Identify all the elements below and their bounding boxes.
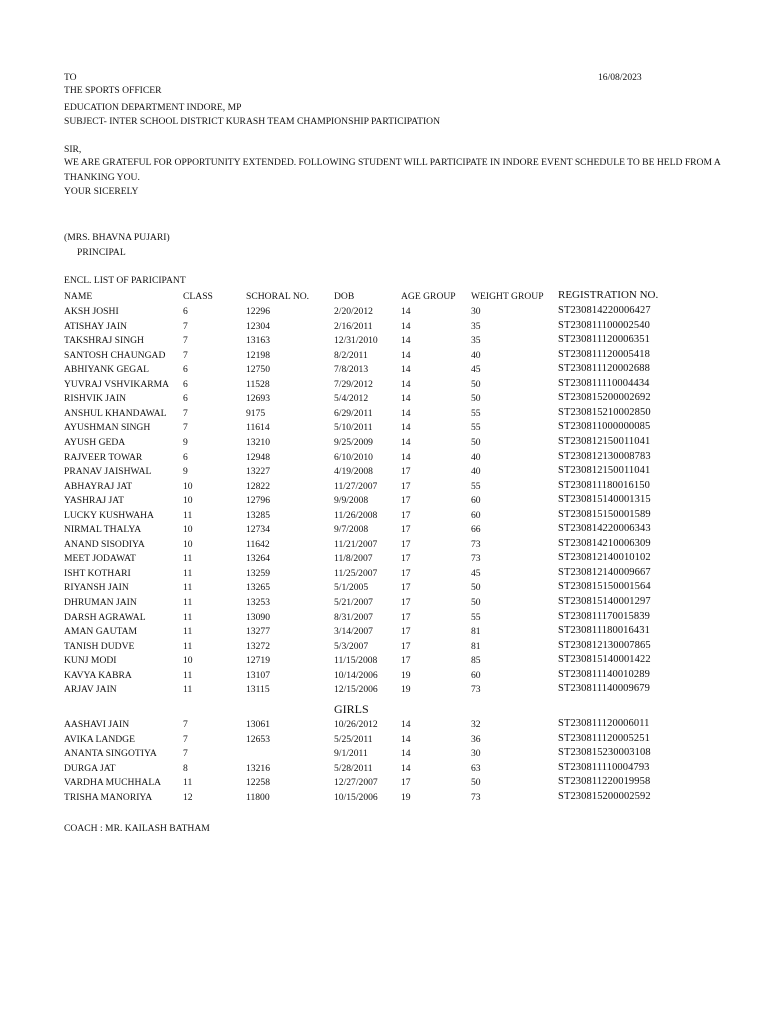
cell-scholar-no: 13272 (246, 640, 270, 652)
cell-registration-no: ST230812130007865 (558, 639, 651, 651)
cell-name: KUNJ MODI (64, 655, 117, 667)
cell-weight-group: 85 (471, 655, 481, 667)
cell-weight-group: 60 (471, 669, 481, 681)
cell-age-group: 17 (401, 777, 411, 788)
cell-age-group: 14 (401, 407, 411, 419)
cell-weight-group: 35 (471, 320, 481, 332)
cell-name: ARJAV JAIN (64, 684, 117, 696)
cell-class: 6 (183, 451, 188, 463)
cell-registration-no: ST230815140001297 (558, 596, 651, 607)
cell-dob: 8/31/2007 (334, 611, 373, 623)
recipient: THE SPORTS OFFICER (64, 85, 162, 96)
header-weight-group: WEIGHT GROUP (471, 291, 544, 302)
cell-dob: 10/15/2006 (334, 791, 378, 803)
cell-class: 7 (183, 733, 188, 745)
cell-age-group: 14 (401, 748, 411, 759)
cell-class: 9 (183, 436, 188, 448)
coach-line: COACH : MR. KAILASH BATHAM (64, 823, 210, 834)
cell-registration-no: ST230811180016150 (558, 479, 650, 491)
cell-age-group: 14 (401, 393, 411, 405)
cell-scholar-no: 13259 (246, 567, 270, 579)
cell-weight-group: 35 (471, 335, 481, 347)
cell-name: ABHAYRAJ JAT (64, 480, 133, 492)
cell-class: 7 (183, 320, 188, 332)
cell-age-group: 17 (401, 495, 411, 507)
cell-class: 6 (183, 393, 188, 405)
cell-weight-group: 32 (471, 719, 481, 730)
cell-name: ABHIYANK GEGAL (64, 364, 150, 376)
cell-class: 6 (183, 306, 188, 317)
cell-registration-no: ST230814210006309 (558, 537, 651, 549)
cell-age-group: 17 (401, 611, 411, 623)
cell-dob: 5/25/2011 (334, 733, 373, 745)
cell-name: NIRMAL THALYA (64, 524, 142, 536)
cell-name: ANANTA SINGOTIYA (64, 748, 157, 759)
cell-registration-no: ST230812150011041 (558, 435, 651, 447)
cell-dob: 8/2/2011 (334, 349, 368, 361)
cell-scholar-no: 13264 (246, 553, 270, 565)
cell-scholar-no: 11800 (246, 791, 270, 803)
salutation: SIR, (64, 144, 82, 155)
cell-dob: 11/8/2007 (334, 553, 373, 565)
cell-dob: 11/21/2007 (334, 538, 378, 550)
cell-dob: 7/8/2013 (334, 364, 369, 376)
cell-name: AASHAVI JAIN (64, 719, 130, 730)
cell-weight-group: 60 (471, 495, 481, 507)
cell-weight-group: 55 (471, 611, 481, 623)
cell-class: 11 (183, 597, 193, 608)
cell-class: 11 (183, 640, 193, 652)
cell-name: AKSH JOSHI (64, 306, 119, 317)
cell-dob: 5/28/2011 (334, 762, 373, 774)
cell-weight-group: 30 (471, 748, 481, 759)
cell-weight-group: 50 (471, 597, 481, 608)
cell-age-group: 17 (401, 655, 411, 667)
cell-dob: 12/27/2007 (334, 777, 378, 788)
cell-registration-no: ST230815140001315 (558, 494, 651, 506)
cell-class: 11 (183, 582, 193, 594)
cell-name: TAKSHRAJ SINGH (64, 335, 144, 347)
cell-age-group: 14 (401, 349, 411, 361)
cell-weight-group: 55 (471, 422, 481, 434)
cell-weight-group: 73 (471, 553, 481, 565)
cell-weight-group: 81 (471, 640, 481, 652)
cell-scholar-no: 13115 (246, 684, 270, 696)
cell-name: DURGA JAT (64, 762, 116, 774)
cell-dob: 11/25/2007 (334, 567, 378, 579)
cell-age-group: 17 (401, 626, 411, 638)
letter-body: WE ARE GRATEFUL FOR OPPORTUNITY EXTENDED. FOLLOWING STUDENT WILL PARTICIPATE IN INDORE EVENT SCHEDULE TO BE HELD FROM A (64, 157, 721, 168)
cell-scholar-no: 13163 (246, 335, 270, 347)
cell-registration-no: ST230815210002850 (558, 406, 651, 418)
cell-registration-no: ST230811110004793 (558, 761, 650, 773)
cell-weight-group: 66 (471, 524, 481, 536)
cell-name: DHRUMAN JAIN (64, 597, 137, 608)
cell-scholar-no: 12693 (246, 393, 270, 405)
cell-scholar-no: 13216 (246, 762, 270, 774)
cell-name: AYUSH GEDA (64, 436, 126, 448)
letter-date: 16/08/2023 (598, 72, 642, 83)
cell-dob: 5/1/2005 (334, 582, 369, 594)
cell-registration-no: ST230815200002692 (558, 392, 651, 404)
cell-scholar-no: 12948 (246, 451, 270, 463)
cell-class: 10 (183, 480, 193, 492)
cell-registration-no: ST230811170015839 (558, 610, 650, 622)
cell-class: 7 (183, 748, 188, 759)
cell-name: RIYANSH JAIN (64, 582, 129, 594)
cell-age-group: 14 (401, 719, 411, 730)
cell-name: ISHT KOTHARI (64, 567, 131, 579)
cell-scholar-no: 12734 (246, 524, 270, 536)
cell-class: 6 (183, 378, 188, 390)
signatory-designation: PRINCIPAL (77, 247, 126, 258)
cell-weight-group: 55 (471, 480, 481, 492)
cell-class: 10 (183, 495, 193, 507)
cell-dob: 11/27/2007 (334, 480, 378, 492)
cell-registration-no: ST230811140010289 (558, 668, 650, 680)
cell-scholar-no: 13090 (246, 611, 270, 623)
cell-weight-group: 30 (471, 306, 481, 317)
cell-name: DARSH AGRAWAL (64, 611, 146, 623)
cell-class: 7 (183, 719, 188, 730)
cell-name: AVIKA LANDGE (64, 733, 135, 745)
cell-dob: 7/29/2012 (334, 378, 373, 390)
cell-registration-no: ST230815200002592 (558, 790, 651, 802)
cell-class: 7 (183, 407, 188, 419)
cell-age-group: 14 (401, 762, 411, 774)
cell-registration-no: ST230811120006351 (558, 334, 650, 346)
cell-name: SANTOSH CHAUNGAD (64, 349, 166, 361)
cell-name: TANISH DUDVE (64, 640, 135, 652)
cell-weight-group: 73 (471, 538, 481, 550)
thanks-line: THANKING YOU. (64, 172, 140, 183)
cell-name: YASHRAJ JAT (64, 495, 124, 507)
cell-age-group: 17 (401, 597, 411, 608)
subject: SUBJECT- INTER SCHOOL DISTRICT KURASH TEAM CHAMPIONSHIP PARTICIPATION (64, 116, 441, 127)
cell-age-group: 14 (401, 320, 411, 332)
cell-age-group: 14 (401, 733, 411, 745)
cell-name: KAVYA KABRA (64, 669, 132, 681)
cell-age-group: 17 (401, 640, 411, 652)
cell-dob: 3/14/2007 (334, 626, 373, 638)
cell-age-group: 17 (401, 524, 411, 536)
cell-weight-group: 55 (471, 407, 481, 419)
cell-scholar-no: 13210 (246, 436, 270, 448)
cell-dob: 5/3/2007 (334, 640, 369, 652)
cell-age-group: 14 (401, 451, 411, 463)
header-registration-no: REGISTRATION NO. (558, 289, 659, 301)
cell-registration-no: ST230811140009679 (558, 683, 650, 695)
to-label: TO (64, 72, 77, 83)
cell-registration-no: ST230814220006427 (558, 305, 651, 316)
cell-class: 8 (183, 762, 188, 774)
cell-scholar-no: 13265 (246, 582, 270, 594)
cell-scholar-no: 12653 (246, 733, 270, 745)
cell-name: LUCKY KUSHWAHA (64, 509, 154, 521)
cell-age-group: 17 (401, 567, 411, 579)
cell-age-group: 14 (401, 364, 411, 376)
cell-registration-no: ST230812150011041 (558, 465, 651, 477)
cell-name: TRISHA MANORIYA (64, 791, 153, 803)
cell-weight-group: 63 (471, 762, 481, 774)
cell-name: PRANAV JAISHWAL (64, 466, 152, 478)
cell-dob: 11/15/2008 (334, 655, 378, 667)
cell-class: 11 (183, 777, 193, 788)
cell-weight-group: 81 (471, 626, 481, 638)
cell-scholar-no: 12304 (246, 320, 270, 332)
cell-class: 11 (183, 553, 193, 565)
cell-weight-group: 45 (471, 364, 481, 376)
cell-age-group: 17 (401, 480, 411, 492)
cell-dob: 9/25/2009 (334, 436, 373, 448)
cell-scholar-no: 12719 (246, 655, 270, 667)
cell-weight-group: 50 (471, 582, 481, 594)
cell-weight-group: 40 (471, 466, 481, 478)
cell-name: YUVRAJ VSHVIKARMA (64, 378, 170, 390)
cell-weight-group: 73 (471, 684, 481, 696)
cell-class: 10 (183, 655, 193, 667)
cell-scholar-no: 9175 (246, 407, 266, 419)
cell-dob: 5/10/2011 (334, 422, 373, 434)
cell-registration-no: ST230811120006011 (558, 718, 650, 729)
cell-class: 11 (183, 684, 193, 696)
header-class: CLASS (183, 291, 213, 302)
cell-scholar-no: 13107 (246, 669, 270, 681)
cell-scholar-no: 12796 (246, 495, 270, 507)
cell-age-group: 14 (401, 306, 411, 317)
girls-heading: GIRLS (334, 702, 369, 716)
cell-scholar-no: 11528 (246, 378, 270, 390)
cell-name: RAJVEER TOWAR (64, 451, 143, 463)
cell-registration-no: ST230812140010102 (558, 552, 651, 564)
cell-age-group: 17 (401, 466, 411, 478)
cell-name: VARDHA MUCHHALA (64, 777, 162, 788)
cell-registration-no: ST230812130008783 (558, 450, 651, 462)
cell-dob: 10/26/2012 (334, 719, 378, 730)
cell-dob: 12/15/2006 (334, 684, 378, 696)
cell-class: 7 (183, 335, 188, 347)
cell-dob: 10/14/2006 (334, 669, 378, 681)
cell-class: 10 (183, 538, 193, 550)
cell-scholar-no: 12296 (246, 306, 270, 317)
cell-registration-no: ST230814220006343 (558, 523, 651, 535)
cell-name: AMAN GAUTAM (64, 626, 138, 638)
header-scholar-no: SCHORAL NO. (246, 291, 310, 302)
cell-class: 11 (183, 669, 193, 681)
cell-name: AYUSHMAN SINGH (64, 422, 151, 434)
cell-age-group: 14 (401, 436, 411, 448)
cell-class: 12 (183, 791, 193, 803)
cell-age-group: 17 (401, 538, 411, 550)
cell-dob: 9/7/2008 (334, 524, 369, 536)
cell-scholar-no: 13253 (246, 597, 270, 608)
cell-dob: 9/1/2011 (334, 748, 368, 759)
cell-dob: 9/9/2008 (334, 495, 369, 507)
cell-dob: 6/29/2011 (334, 407, 373, 419)
cell-class: 11 (183, 626, 193, 638)
cell-dob: 2/20/2012 (334, 306, 373, 317)
cell-dob: 4/19/2008 (334, 466, 373, 478)
cell-scholar-no: 12258 (246, 777, 270, 788)
cell-age-group: 14 (401, 378, 411, 390)
department: EDUCATION DEPARTMENT INDORE, MP (64, 102, 242, 113)
cell-class: 11 (183, 567, 193, 579)
cell-scholar-no: 13061 (246, 719, 270, 730)
cell-weight-group: 40 (471, 451, 481, 463)
cell-registration-no: ST230811000000085 (558, 421, 651, 433)
cell-age-group: 14 (401, 422, 411, 434)
cell-dob: 6/10/2010 (334, 451, 373, 463)
cell-dob: 5/21/2007 (334, 597, 373, 608)
cell-dob: 11/26/2008 (334, 509, 378, 521)
cell-scholar-no: 12198 (246, 349, 270, 361)
cell-name: RISHVIK JAIN (64, 393, 127, 405)
cell-scholar-no: 13227 (246, 466, 270, 478)
header-name: NAME (64, 291, 93, 302)
cell-scholar-no: 11642 (246, 538, 270, 550)
cell-age-group: 19 (401, 791, 411, 803)
cell-age-group: 17 (401, 509, 411, 521)
cell-name: MEET JODAWAT (64, 553, 136, 565)
cell-class: 9 (183, 466, 188, 478)
cell-class: 7 (183, 349, 188, 361)
cell-weight-group: 50 (471, 777, 481, 788)
cell-registration-no: ST230811120005251 (558, 732, 650, 744)
cell-dob: 2/16/2011 (334, 320, 373, 332)
cell-age-group: 19 (401, 684, 411, 696)
cell-class: 11 (183, 509, 193, 521)
cell-registration-no: ST230812140009667 (558, 566, 651, 578)
cell-dob: 12/31/2010 (334, 335, 378, 347)
cell-name: ANSHUL KHANDAWAL (64, 407, 167, 419)
cell-dob: 5/4/2012 (334, 393, 369, 405)
cell-name: ATISHAY JAIN (64, 320, 127, 332)
cell-weight-group: 60 (471, 509, 481, 521)
cell-registration-no: ST230815150001564 (558, 581, 651, 593)
cell-class: 6 (183, 364, 188, 376)
cell-class: 10 (183, 524, 193, 536)
cell-weight-group: 36 (471, 733, 481, 745)
cell-registration-no: ST230811120005418 (558, 348, 650, 360)
cell-scholar-no: 13277 (246, 626, 270, 638)
cell-registration-no: ST230811120002688 (558, 363, 650, 375)
cell-registration-no: ST230811220019958 (558, 776, 651, 787)
cell-age-group: 17 (401, 553, 411, 565)
cell-registration-no: ST230811110004434 (558, 377, 650, 389)
cell-scholar-no: 12750 (246, 364, 270, 376)
cell-scholar-no: 11614 (246, 422, 270, 434)
cell-weight-group: 40 (471, 349, 481, 361)
header-age-group: AGE GROUP (401, 291, 456, 302)
cell-class: 11 (183, 611, 193, 623)
cell-scholar-no: 13285 (246, 509, 270, 521)
cell-class: 7 (183, 422, 188, 434)
signatory-name: (MRS. BHAVNA PUJARI) (64, 232, 170, 243)
cell-registration-no: ST230811100002540 (558, 319, 650, 331)
cell-weight-group: 73 (471, 791, 481, 803)
closing-line: YOUR SICERELY (64, 186, 139, 197)
cell-weight-group: 50 (471, 378, 481, 390)
header-dob: DOB (334, 291, 355, 302)
cell-age-group: 17 (401, 582, 411, 594)
cell-scholar-no: 12822 (246, 480, 270, 492)
cell-weight-group: 45 (471, 567, 481, 579)
cell-registration-no: ST230815150001589 (558, 508, 651, 520)
cell-age-group: 19 (401, 669, 411, 681)
cell-registration-no: ST230815230003108 (558, 747, 651, 758)
cell-weight-group: 50 (471, 393, 481, 405)
enclosure-line: ENCL. LIST OF PARICIPANT (64, 275, 186, 286)
cell-name: ANAND SISODIYA (64, 538, 145, 550)
cell-weight-group: 50 (471, 436, 481, 448)
cell-registration-no: ST230815140001422 (558, 654, 651, 666)
cell-registration-no: ST230811180016431 (558, 625, 650, 637)
cell-age-group: 14 (401, 335, 411, 347)
